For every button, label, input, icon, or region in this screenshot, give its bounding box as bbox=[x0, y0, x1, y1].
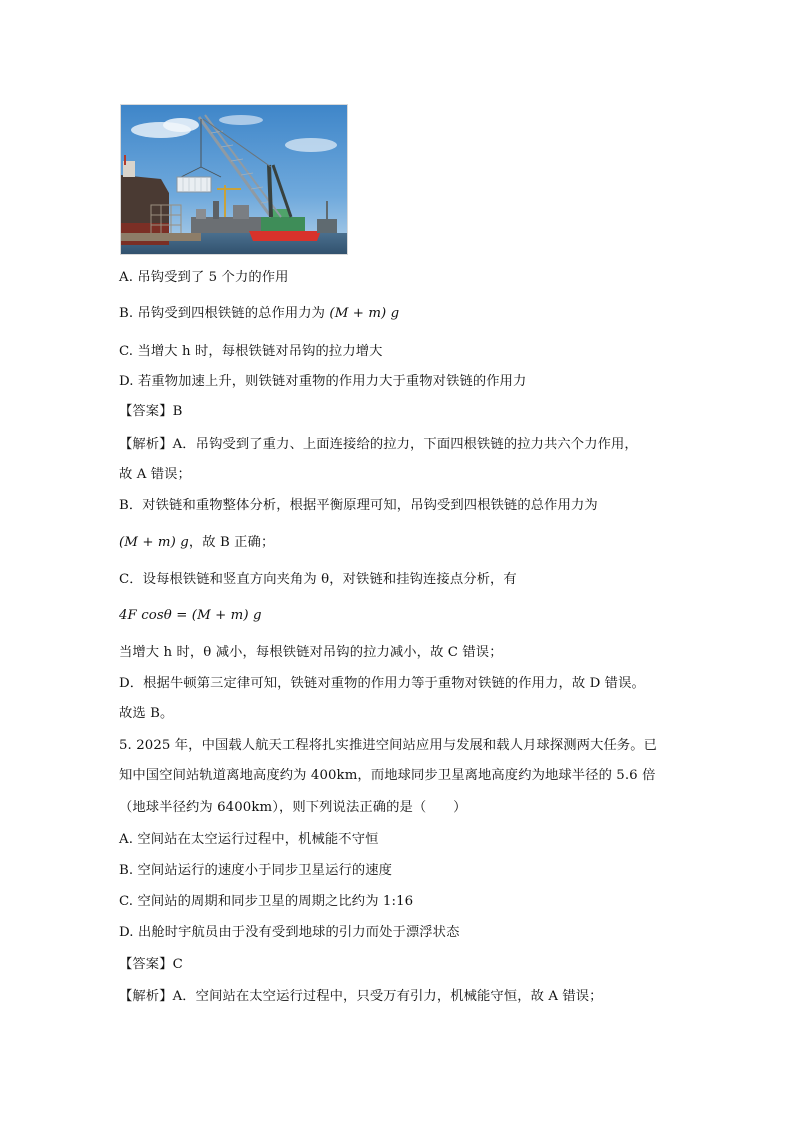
q4-analysis-line-8: D．根据牛顿第三定律可知，铁链对重物的作用力等于重物对铁链的作用力，故 D 错误。 bbox=[119, 676, 645, 691]
crane-illustration bbox=[121, 105, 348, 255]
q4-analysis-line-5: C．设每根铁链和竖直方向夹角为 θ，对铁链和挂钩连接点分析，有 bbox=[119, 572, 517, 587]
q5-answer: 【答案】C bbox=[119, 957, 183, 972]
q5-analysis-line-1: 【解析】A．空间站在太空运行过程中，只受万有引力，机械能守恒，故 A 错误； bbox=[119, 989, 603, 1004]
q5-option-a: A. 空间站在太空运行过程中，机械能不守恒 bbox=[119, 832, 379, 847]
q4-answer: 【答案】B bbox=[119, 404, 183, 419]
q4-option-c: C. 当增大 h 时，每根铁链对吊钩的拉力增大 bbox=[119, 344, 383, 359]
q5-option-d: D. 出舱时宇航员由于没有受到地球的引力而处于漂浮状态 bbox=[119, 925, 460, 940]
q5-option-c: C. 空间站的周期和同步卫星的周期之比约为 1:16 bbox=[119, 894, 414, 909]
q4-analysis-line-3: B．对铁链和重物整体分析，根据平衡原理可知，吊钩受到四根铁链的总作用力为 bbox=[119, 498, 598, 513]
q4-option-b-text: B. 吊钩受到四根铁链的总作用力为 bbox=[119, 306, 326, 321]
q4-option-b bbox=[119, 304, 399, 324]
q4-analysis-line-9: 故选 B。 bbox=[119, 706, 174, 721]
q4-analysis-line-2: 故 A 错误； bbox=[119, 467, 191, 482]
q4-analysis-equation: 4F cosθ = (M + m) g bbox=[119, 608, 262, 623]
q4-option-d: D. 若重物加速上升，则铁链对重物的作用力大于重物对铁链的作用力 bbox=[119, 374, 527, 389]
q4-analysis-line-7: 当增大 h 时，θ 减小，每根铁链对吊钩的拉力减小，故 C 错误； bbox=[119, 645, 503, 660]
q4-analysis-line-4-math: (M + m) g bbox=[119, 535, 189, 550]
q5-stem-line-1: 5. 2025 年，中国载人航天工程将扎实推进空间站应用与发展和载人月球探测两大任务。已 bbox=[119, 738, 658, 753]
q4-analysis-line-1: 【解析】A．吊钩受到了重力、上面连接给的拉力，下面四根铁链的拉力共六个力作用， bbox=[119, 437, 638, 452]
q4-analysis-line-4-text: ，故 B 正确； bbox=[188, 535, 275, 550]
q5-stem-line-3: （地球半径约为 6400km），则下列说法正确的是（ ） bbox=[119, 800, 467, 815]
q4-option-a: A. 吊钩受到了 5 个力的作用 bbox=[119, 270, 289, 285]
q4-analysis-line-4 bbox=[119, 533, 274, 553]
q5-stem-line-2: 知中国空间站轨道离地高度约为 400km，而地球同步卫星离地高度约为地球半径的 5.6 倍 bbox=[119, 768, 656, 783]
crane-photo bbox=[120, 104, 348, 255]
q5-option-b: B. 空间站运行的速度小于同步卫星运行的速度 bbox=[119, 863, 393, 878]
q4-option-b-math: (M + m) g bbox=[329, 306, 400, 321]
